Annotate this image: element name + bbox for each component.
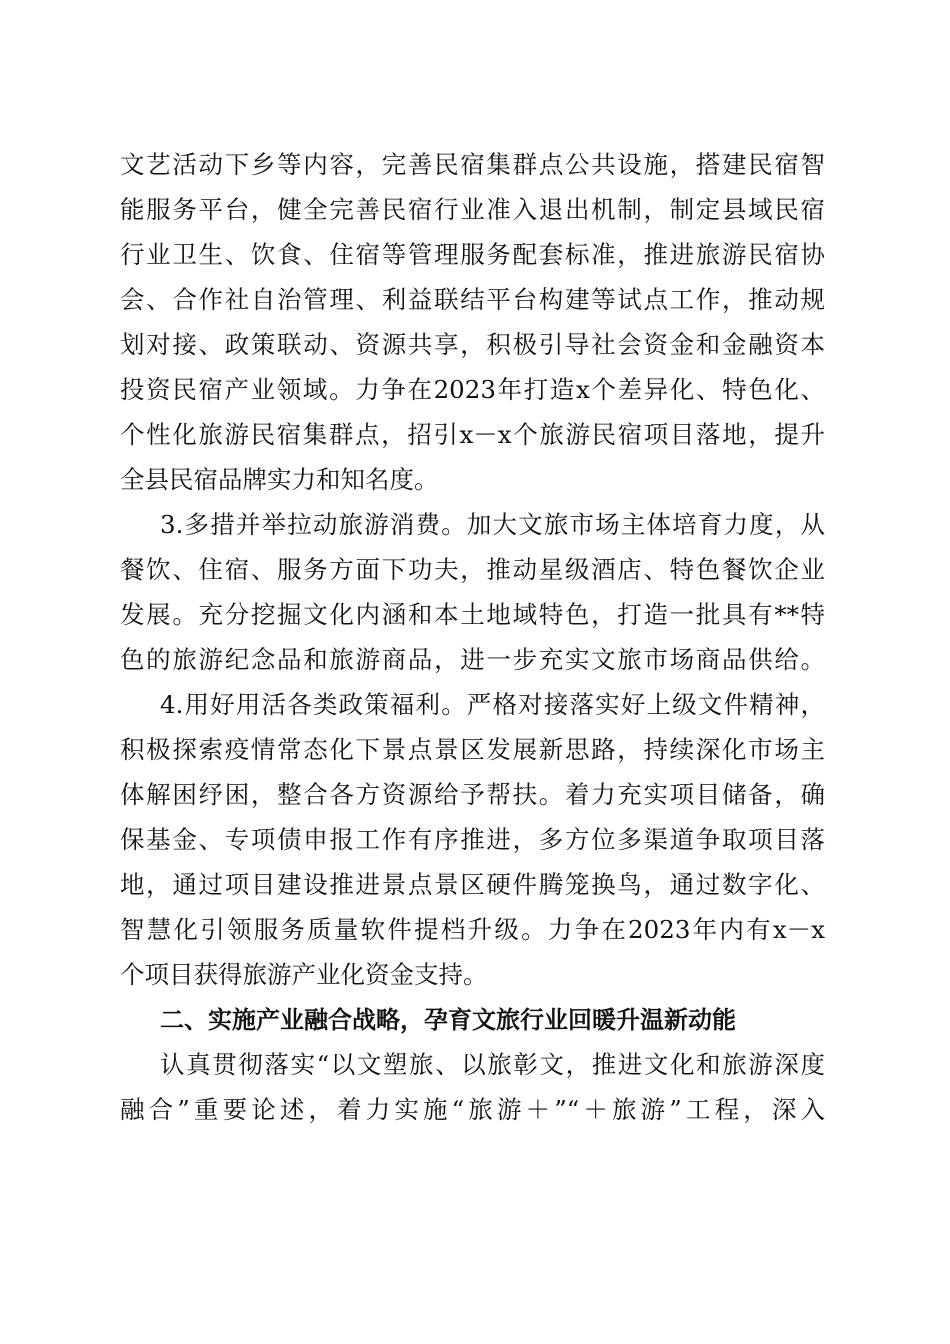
body-line: 行业卫生、饮食、住宿等管理服务配套标准，推进旅游民宿协: [120, 240, 825, 269]
body-line: 保基金、专项债申报工作有序推进，多方位多渠道争取项目落: [120, 825, 825, 854]
body-line: 餐饮、住宿、服务方面下功夫，推动星级酒店、特色餐饮企业: [120, 555, 825, 584]
body-line: 地，通过项目建设推进景点景区硬件腾笼换鸟，通过数字化、: [120, 870, 825, 899]
body-line: 投资民宿产业领域。力争在2023年打造x个差异化、特色化、: [120, 375, 825, 404]
body-line: 全县民宿品牌实力和知名度。: [120, 465, 439, 494]
body-line: 体解困纾困，整合各方资源给予帮扶。着力充实项目储备，确: [120, 780, 825, 809]
body-line: 会、合作社自治管理、利益联结平台构建等试点工作，推动规: [120, 285, 825, 314]
body-line: 智慧化引领服务质量软件提档升级。力争在2023年内有x－x: [120, 915, 825, 944]
body-line: 文艺活动下乡等内容，完善民宿集群点公共设施，搭建民宿智: [120, 150, 825, 179]
body-line: 发展。充分挖掘文化内涵和本土地域特色，打造一批具有**特: [120, 600, 825, 629]
body-line: 认真贯彻落实“以文塑旅、以旅彰文，推进文化和旅游深度: [160, 1050, 825, 1079]
body-line: 个性化旅游民宿集群点，招引x－x个旅游民宿项目落地，提升: [120, 420, 825, 449]
paragraph-3-heading-line: 3.多措并举拉动旅游消费。加大文旅市场主体培育力度，从: [160, 510, 825, 539]
body-line: 积极探索疫情常态化下景点景区发展新思路，持续深化市场主: [120, 735, 825, 764]
body-line: 划对接、政策联动、资源共享，积极引导社会资金和金融资本: [120, 330, 825, 359]
body-line: 色的旅游纪念品和旅游商品，进一步充实文旅市场商品供给。: [120, 645, 825, 674]
body-line: 融合”重要论述，着力实施“旅游＋”“＋旅游”工程，深入: [120, 1095, 825, 1124]
body-line: 能服务平台，健全完善民宿行业准入退出机制，制定县域民宿: [120, 195, 825, 224]
body-line: 个项目获得旅游产业化资金支持。: [120, 960, 488, 989]
section-heading: 二、实施产业融合战略，孕育文旅行业回暖升温新动能: [160, 1006, 736, 1034]
paragraph-4-heading-line: 4.用好用活各类政策福利。严格对接落实好上级文件精神，: [160, 690, 825, 719]
